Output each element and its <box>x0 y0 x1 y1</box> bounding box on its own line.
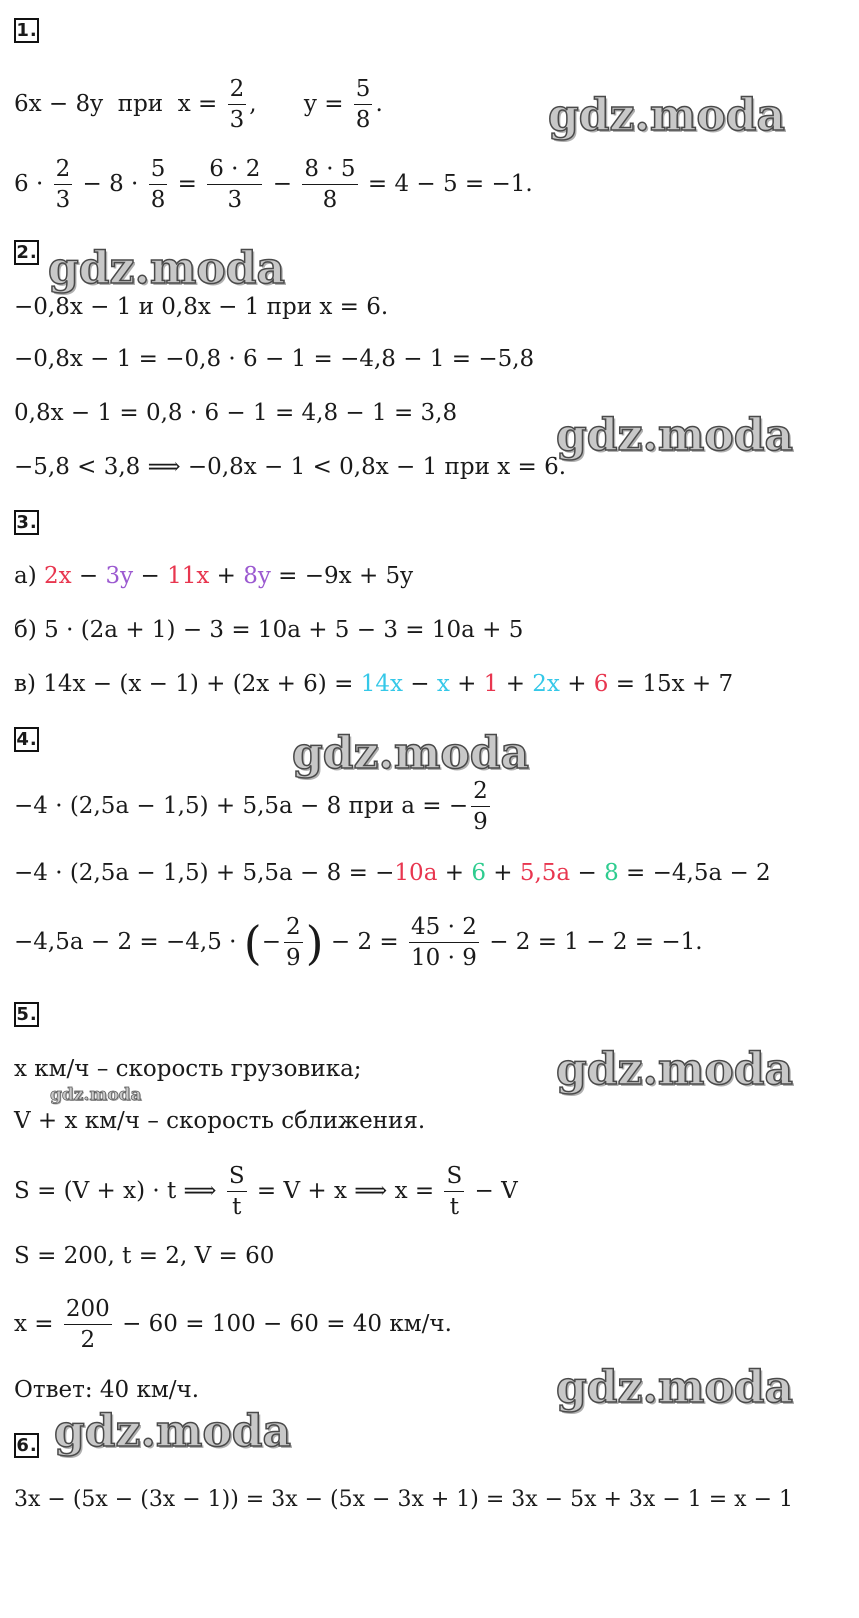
watermark-logo: gdz.moda <box>548 90 786 141</box>
task1-solution: 6 · $\frac{2}{3}$ − 8 · $\frac{5}{8}$ = $\frac{6 \cdot 2}{3}$ − $\frac{8 \cdot 5}{8}$ = 4 − 5 = −1. <box>14 156 533 214</box>
watermark-logo: gdz.moda <box>292 728 530 779</box>
task1-given: 6x − 8y при x = $\frac{2}{3}$ , y = $\frac{5}{8}$ . <box>14 76 383 134</box>
task3-a: а) 2x − 3y − 11x + 8y = −9x + 5y <box>14 563 414 589</box>
task5-line1: x км/ч – скорость грузовика; <box>14 1056 362 1082</box>
task-number-3: 3 . <box>14 510 39 535</box>
task6-line: 3x − (5x − (3x − 1)) = 3x − (5x − 3x + 1) = 3x − 5x + 3x − 1 = x − 1 <box>14 1487 793 1512</box>
task5-values: S = 200, t = 2, V = 60 <box>14 1243 275 1269</box>
watermark-logo: gdz.moda <box>48 243 286 294</box>
task-number-2: 2 . <box>14 240 39 265</box>
task2-conclusion: −5,8 < 3,8 ⟹ −0,8x − 1 < 0,8x − 1 при x = 6. <box>14 454 567 480</box>
watermark-logo: gdz.moda <box>556 410 794 461</box>
task2-line3: 0,8x − 1 = 0,8 · 6 − 1 = 4,8 − 1 = 3,8 <box>14 400 458 426</box>
watermark-logo-small: gdz.moda <box>50 1085 142 1105</box>
task-number-6: 6 . <box>14 1433 39 1458</box>
task5-answer: Ответ: 40 км/ч. <box>14 1377 200 1403</box>
task4-given: −4 · (2,5a − 1,5) + 5,5a − 8 при a = − $\frac{2}{9}$ <box>14 778 488 836</box>
task5-line2: V + x км/ч – скорость сближения. <box>14 1108 426 1134</box>
watermark-logo: gdz.moda <box>54 1406 292 1457</box>
task3-b: б) 5 · (2a + 1) − 3 = 10a + 5 − 3 = 10a + 5 <box>14 617 524 643</box>
task-number-1: 1 . <box>14 18 39 43</box>
task5-calc: x = $\frac{200}{2}$ − 60 = 100 − 60 = 40 км/ч. <box>14 1296 452 1354</box>
watermark-logo: gdz.moda <box>556 1044 794 1095</box>
task2-given: −0,8x − 1 и 0,8x − 1 при x = 6. <box>14 294 389 320</box>
task2-line2: −0,8x − 1 = −0,8 · 6 − 1 = −4,8 − 1 = −5,8 <box>14 346 535 372</box>
task3-v: в) 14x − (x − 1) + (2x + 6) = 14x − x + 1 + 2x + 6 = 15x + 7 <box>14 671 734 697</box>
task4-evaluate: −4,5a − 2 = −4,5 · (− $\frac{2}{9}$ ) − 2 = $\frac{45 \cdot 2}{10 \cdot 9}$ − 2 = 1 − 2 = −1. <box>14 914 703 972</box>
task-number-4: 4 . <box>14 727 39 752</box>
task5-formula: S = (V + x) · t ⟹ $\frac{S}{t}$ = V + x ⟹ x = $\frac{S}{t}$ − V <box>14 1163 518 1221</box>
watermark-logo: gdz.moda <box>556 1362 794 1413</box>
task-number-5: 5 . <box>14 1002 39 1027</box>
task4-simplify: −4 · (2,5a − 1,5) + 5,5a − 8 = −10a + 6 + 5,5a − 8 = −4,5a − 2 <box>14 860 771 886</box>
